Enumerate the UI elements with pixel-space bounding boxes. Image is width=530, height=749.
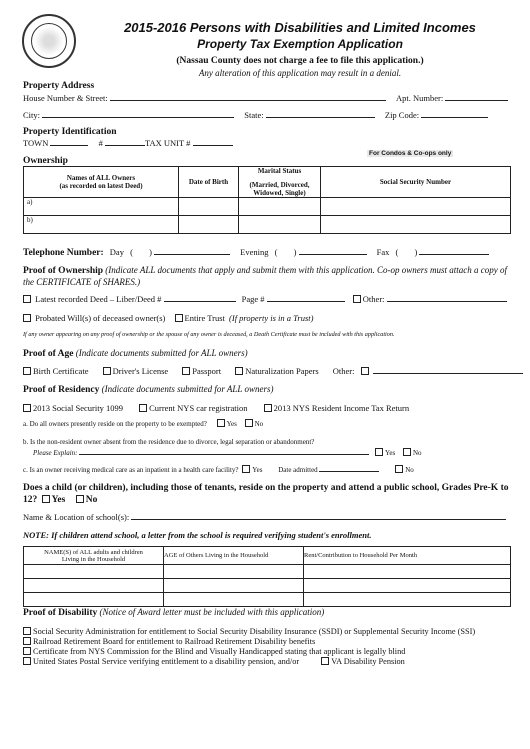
telephone-label: Telephone Number: [23, 248, 104, 258]
form-subtitle: Property Tax Exemption Application [197, 37, 403, 51]
proof-residency-block: Proof of Residency (Indicate documents submitted for ALL owners) [23, 384, 274, 395]
deed-row: Latest recorded Deed – Liber/Deed # Page # Other: [23, 294, 507, 304]
owner-b-ssn[interactable] [321, 216, 511, 234]
children-yes-checkbox[interactable] [42, 495, 50, 503]
tax-unit-field[interactable] [193, 138, 233, 146]
owner-a-marital[interactable] [239, 198, 321, 216]
children-no-checkbox[interactable] [76, 495, 84, 503]
house-number-row [23, 93, 508, 103]
col-date-of-birth: Date of Birth [179, 167, 239, 198]
col-household-names: NAME(S) of ALL adults and children Living in the Household [24, 547, 164, 565]
trust-checkbox[interactable] [175, 314, 183, 322]
tax-unit-label: TAX UNIT # [144, 138, 191, 148]
naturalization-checkbox[interactable] [235, 367, 243, 375]
other-age-field[interactable] [373, 366, 523, 374]
proof-ownership-note: (Indicate ALL documents that apply and submit them with this application. Co-op owners must attach a copy of the CERTIFICATE of SHARES.) [23, 265, 507, 287]
residency-options: 2013 Social Security 1099 Current NYS car registration 2013 NYS Resident Income Tax Return [23, 403, 409, 413]
day-phone-field[interactable] [154, 247, 230, 255]
disability-blind-row: Certificate from NYS Commission for the Blind and Visually Handicapped stating that applicant is legally blind [23, 647, 405, 656]
alteration-note: Any alteration of this application may result in a denial. [198, 68, 402, 78]
nys-car-checkbox[interactable] [139, 404, 147, 412]
zip-label: Zip Code: [384, 110, 420, 120]
household-table [23, 546, 511, 607]
house-label: House Number & Street: [23, 93, 108, 103]
page-number-field[interactable] [267, 294, 345, 302]
household-age-3[interactable] [164, 593, 304, 607]
proof-ownership-block [23, 265, 511, 288]
col-marital-status: Marital Status (Married, Divorced, Widowed, Single) [239, 167, 321, 198]
house-number-field[interactable] [110, 93, 386, 101]
household-rent-3[interactable] [304, 593, 511, 607]
passport-checkbox[interactable] [182, 367, 190, 375]
owner-a-dob[interactable] [179, 198, 239, 216]
drivers-license-checkbox[interactable] [103, 367, 111, 375]
children-question-block: Does a child (or children), including those of tenants, reside on the property and attend a public school, Grades Pre-K to 12? Yes No [23, 483, 509, 505]
fee-note: (Nassau County does not charge a fee to file this application.) [176, 56, 424, 66]
q-c-yes-checkbox[interactable] [242, 465, 250, 473]
va-checkbox[interactable] [321, 657, 329, 665]
q-c-no-checkbox[interactable] [395, 465, 403, 473]
question-b-row: Please Explain: Yes No [33, 449, 422, 457]
owner-b-dob[interactable] [179, 216, 239, 234]
disability-ssa-row: Social Security Administration for entitlement to Social Security Disability Insurance (SSDI) or Supplemental Security Income (SSI) [23, 627, 475, 636]
nys-blind-checkbox[interactable] [23, 647, 31, 655]
deed-checkbox[interactable] [23, 295, 31, 303]
school-letter-note: NOTE: If children attend school, a letter from the school is required verifying student's enrollment. [23, 530, 372, 540]
other-ownership-checkbox[interactable] [353, 295, 361, 303]
school-field[interactable] [131, 512, 506, 520]
proof-age-options: Birth Certificate Driver's License Passport Naturalization Papers Other: [23, 366, 523, 376]
other-age-checkbox[interactable] [361, 367, 369, 375]
apt-label: Apt. Number: [396, 93, 444, 103]
zip-code-field[interactable] [421, 110, 488, 118]
date-admitted-field[interactable] [319, 464, 379, 472]
form-title: 2015-2016 Persons with Disabilities and Limited Incomes [124, 20, 476, 35]
ssa-checkbox[interactable] [23, 627, 31, 635]
col-age: AGE of Others Living in the Household [164, 547, 304, 565]
proof-age-block: Proof of Age (Indicate documents submitted for ALL owners) [23, 348, 248, 359]
birth-certificate-checkbox[interactable] [23, 367, 31, 375]
owner-b-name[interactable]: b) [24, 216, 179, 234]
q-a-no-checkbox[interactable] [245, 419, 253, 427]
city-row [23, 110, 488, 120]
question-a-row: a. Do all owners presently reside on the property to be exempted? Yes No [23, 420, 264, 428]
seal-emblem [31, 23, 67, 59]
hash-label: # [98, 138, 103, 148]
question-b-label: b. Is the non-resident owner absent from the residence due to divorce, legal separation or abandonment? [23, 438, 315, 446]
will-checkbox[interactable] [23, 314, 31, 322]
telephone-row: Telephone Number: Day ( ) Evening ( ) Fax ( ) [23, 247, 489, 258]
question-c-row: c. Is an owner receiving medical care as an inpatient in a health care facility? Yes Date admitted No [23, 466, 414, 474]
deed-number-field[interactable] [164, 294, 236, 302]
owner-a-ssn[interactable] [321, 198, 511, 216]
disability-usps-row: United States Postal Service verifying entitlement to a disability pension, and/or VA Disability Pension [23, 657, 405, 666]
col-ssn: Social Security Number [321, 167, 511, 198]
proof-disability-block: Proof of Disability (Notice of Award letter must be included with this application) [23, 607, 325, 618]
city-field[interactable] [42, 110, 234, 118]
state-field[interactable] [266, 110, 375, 118]
will-row: Probated Will(s) of deceased owner(s) Entire Trust (If property is in a Trust) [23, 313, 313, 323]
county-seal [22, 14, 76, 68]
household-age-1[interactable] [164, 565, 304, 579]
death-certificate-note: If any owner appearing on any proof of ownership or the spouse of any owner is deceased, a Death Certificate must be included with this application. [23, 331, 395, 338]
col-owner-names: Names of ALL Owners (as recorded on latest Deed) [24, 167, 179, 198]
apt-number-field[interactable] [445, 93, 508, 101]
fax-field[interactable] [419, 247, 489, 255]
usps-checkbox[interactable] [23, 657, 31, 665]
property-id-heading: Property Identification [23, 127, 117, 137]
ss-1099-checkbox[interactable] [23, 404, 31, 412]
evening-phone-field[interactable] [299, 247, 367, 255]
household-name-2[interactable] [24, 579, 164, 593]
explain-field[interactable] [79, 447, 369, 455]
household-rent-2[interactable] [304, 579, 511, 593]
proof-ownership-heading: Proof of Ownership [23, 266, 104, 276]
railroad-checkbox[interactable] [23, 637, 31, 645]
condo-note: For Condos & Co-ops only [369, 150, 452, 157]
town-number-field[interactable] [105, 138, 145, 146]
owner-a-name[interactable]: a) [24, 198, 179, 216]
owner-b-marital[interactable] [239, 216, 321, 234]
other-ownership-field[interactable] [387, 294, 507, 302]
nys-tax-checkbox[interactable] [264, 404, 272, 412]
household-age-2[interactable] [164, 579, 304, 593]
household-rent-1[interactable] [304, 565, 511, 579]
q-b-yes-checkbox[interactable] [375, 448, 383, 456]
household-name-3[interactable] [24, 593, 164, 607]
school-row: Name & Location of school(s): [23, 512, 506, 522]
property-address-heading: Property Address [23, 81, 95, 91]
town-label: TOWN [23, 138, 49, 148]
city-label: City: [23, 110, 41, 120]
state-label: State: [244, 110, 264, 120]
household-name-1[interactable] [24, 565, 164, 579]
disability-railroad-row: Railroad Retirement Board for entitlement to Railroad Retirement Disability benefits [23, 637, 315, 646]
town-field[interactable] [50, 138, 88, 146]
property-id-row [23, 138, 233, 148]
q-a-yes-checkbox[interactable] [217, 419, 225, 427]
q-b-no-checkbox[interactable] [403, 448, 411, 456]
col-rent: Rent/Contribution to Household Per Month [304, 547, 511, 565]
ownership-table [23, 166, 511, 234]
ownership-heading-label: Ownership [23, 156, 68, 166]
